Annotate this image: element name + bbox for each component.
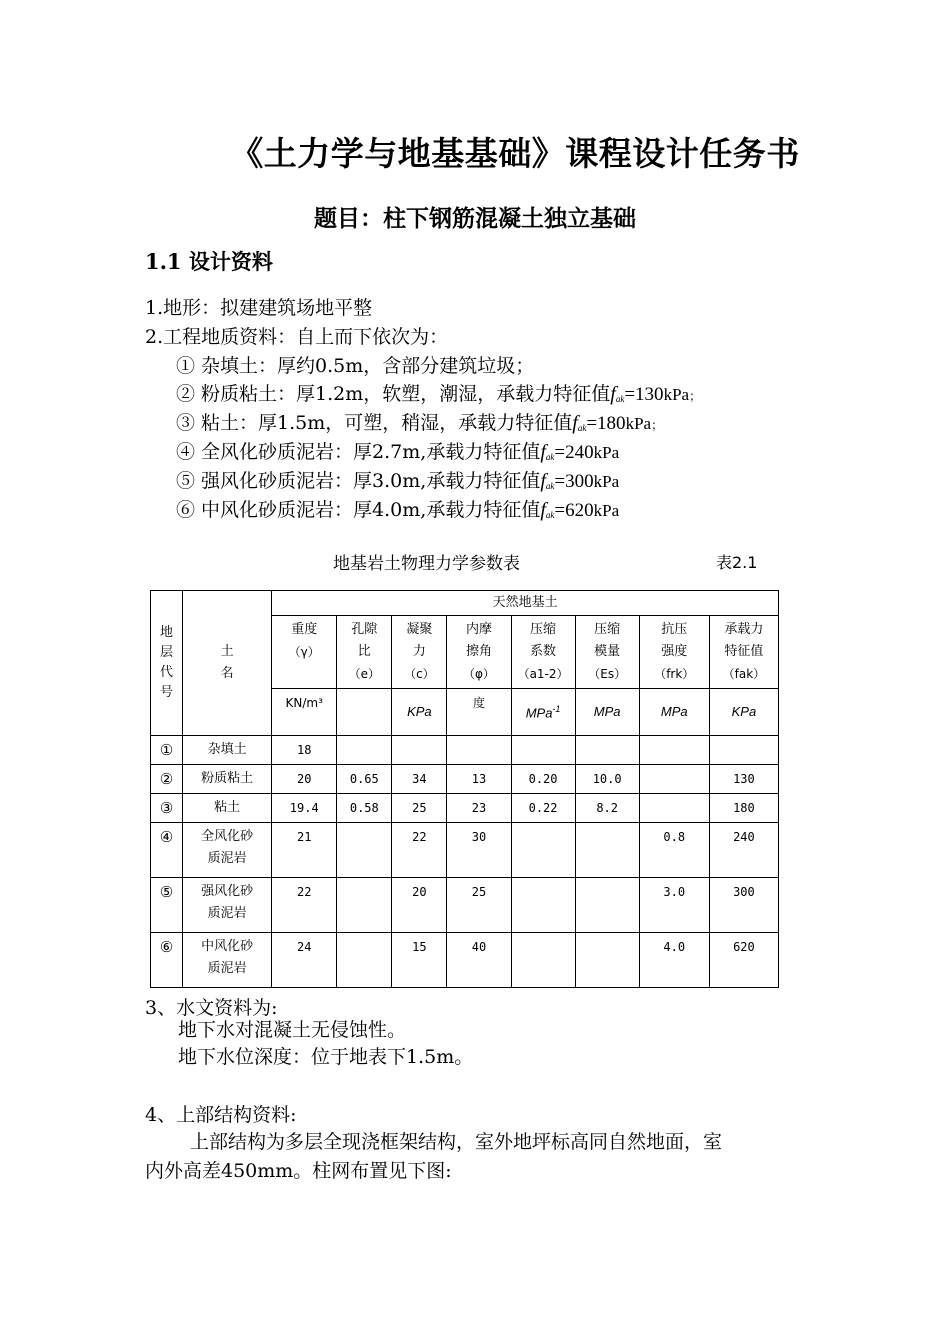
header-soil-name: 土 名	[183, 591, 272, 736]
geology-intro: 2.工程地质资料：自上而下依次为：	[145, 326, 449, 348]
row-id: ③	[151, 794, 183, 823]
document-title: 《土力学与地基基础》课程设计任务书	[230, 134, 800, 173]
cell	[337, 823, 392, 878]
fak-symbol: $f_{ak}$	[572, 412, 587, 434]
header-col-6: 抗压 强度 （frk）	[639, 616, 709, 689]
row-soil-name: 粉质粘土	[183, 765, 272, 794]
cell	[639, 765, 709, 794]
header-col-4: 压缩 系数 （a1-2）	[511, 616, 575, 689]
hydro-line2: 地下水位深度：位于地表下1.5m。	[178, 1046, 474, 1068]
cell	[575, 823, 639, 878]
layer3-end: ；	[651, 418, 664, 432]
row-id: ⑥	[151, 933, 183, 988]
layer4-value: =240	[554, 442, 594, 463]
structure-heading: 4、上部结构资料:	[145, 1104, 297, 1126]
cell	[447, 736, 511, 765]
cell: 22	[392, 823, 447, 878]
unit-col-2: KPa	[392, 689, 447, 736]
row-id: ①	[151, 736, 183, 765]
layer6-unit: kPa	[593, 501, 620, 520]
row-soil-name: 中风化砂 质泥岩	[183, 933, 272, 988]
cell	[511, 878, 575, 933]
cell: 18	[272, 736, 337, 765]
cell: 24	[272, 933, 337, 988]
layer2-end: ；	[689, 389, 702, 403]
soil-parameter-table	[150, 590, 779, 988]
fak-symbol: $f_{ak}$	[610, 383, 625, 405]
row-soil-name: 杂填土	[183, 736, 272, 765]
cell: 20	[392, 878, 447, 933]
cell: 8.2	[575, 794, 639, 823]
header-col-7: 承载力 特征值 （fak）	[709, 616, 778, 689]
table-row	[151, 823, 779, 878]
row-soil-name: 强风化砂 质泥岩	[183, 878, 272, 933]
cell	[575, 878, 639, 933]
cell: 180	[709, 794, 778, 823]
structure-line2: 内外高差450mm。柱网布置见下图:	[145, 1160, 452, 1182]
header-col-1: 孔隙 比 （e）	[337, 616, 392, 689]
layer4-text: ④ 全风化砂质泥岩：厚2.7m,承载力特征值	[176, 441, 541, 463]
cell: 19.4	[272, 794, 337, 823]
cell	[709, 736, 778, 765]
header-col-3: 内摩 擦角 （φ）	[447, 616, 511, 689]
cell: 130	[709, 765, 778, 794]
cell: 25	[447, 878, 511, 933]
unit-col-1	[337, 689, 392, 736]
table-row	[151, 933, 779, 988]
layer6-line	[176, 496, 619, 530]
cell: 300	[709, 878, 778, 933]
table-caption: 地基岩土物理力学参数表	[333, 554, 520, 574]
cell: 3.0	[639, 878, 709, 933]
header-natural-foundation: 天然地基土	[272, 591, 779, 616]
header-col-2: 凝聚 力 （c）	[392, 616, 447, 689]
cell: 25	[392, 794, 447, 823]
cell: 40	[447, 933, 511, 988]
cell	[337, 736, 392, 765]
unit-col-4: MPa$^{-1}$	[511, 689, 575, 736]
cell: 0.22	[511, 794, 575, 823]
header-col-5: 压缩 模量 （Es）	[575, 616, 639, 689]
cell	[639, 736, 709, 765]
header-col-0: 重度 （γ）	[272, 616, 337, 689]
layer1-line: ① 杂填土：厚约0.5m，含部分建筑垃圾；	[176, 355, 535, 377]
layer3-value: =180	[586, 413, 626, 434]
row-soil-name: 粘土	[183, 794, 272, 823]
cell: 34	[392, 765, 447, 794]
section-heading: 1.1 设计资料	[145, 249, 273, 274]
layer3-unit: kPa	[625, 414, 652, 433]
cell: 22	[272, 878, 337, 933]
cell: 0.65	[337, 765, 392, 794]
cell	[575, 736, 639, 765]
unit-col-7: KPa	[709, 689, 778, 736]
structure-line1: 上部结构为多层全现浇框架结构，室外地坪标高同自然地面，室	[190, 1131, 723, 1153]
cell: 0.8	[639, 823, 709, 878]
layer5-text: ⑤ 强风化砂质泥岩：厚3.0m,承载力特征值	[176, 470, 541, 492]
unit-col-0: KN/m³	[272, 689, 337, 736]
cell: 20	[272, 765, 337, 794]
fak-symbol: $f_{ak}$	[540, 470, 555, 492]
layer2-text: ② 粉质粘土：厚1.2m，软塑，潮湿，承载力特征值	[176, 383, 611, 405]
unit-col-3: 度	[447, 689, 511, 736]
layer6-value: =620	[554, 500, 594, 521]
cell: 10.0	[575, 765, 639, 794]
cell	[511, 933, 575, 988]
cell: 0.58	[337, 794, 392, 823]
hydro-line1: 地下水对混凝土无侵蚀性。	[178, 1019, 407, 1041]
table-number: 表2.1	[716, 553, 758, 572]
layer5-value: =300	[554, 471, 594, 492]
row-soil-name: 全风化砂 质泥岩	[183, 823, 272, 878]
fak-symbol: $f_{ak}$	[540, 499, 555, 521]
cell: 23	[447, 794, 511, 823]
layer5-unit: kPa	[593, 472, 620, 491]
table-row	[151, 736, 779, 765]
cell: 21	[272, 823, 337, 878]
hydro-heading: 3、水文资料为:	[145, 997, 278, 1019]
layer2-value: =130	[624, 384, 664, 405]
table-row	[151, 765, 779, 794]
terrain-line: 1.地形：拟建建筑场地平整	[145, 297, 373, 319]
cell	[575, 933, 639, 988]
cell: 0.20	[511, 765, 575, 794]
cell	[639, 794, 709, 823]
cell	[337, 933, 392, 988]
row-id: ②	[151, 765, 183, 794]
cell: 13	[447, 765, 511, 794]
layer4-unit: kPa	[593, 443, 620, 462]
unit-col-6: MPa	[639, 689, 709, 736]
document-subtitle: 题目：柱下钢筋混凝土独立基础	[314, 205, 636, 232]
layer3-text: ③ 粘土：厚1.5m，可塑，稍湿，承载力特征值	[176, 412, 573, 434]
layer6-text: ⑥ 中风化砂质泥岩：厚4.0m,承载力特征值	[176, 499, 541, 521]
table-row	[151, 794, 779, 823]
cell	[392, 736, 447, 765]
cell: 15	[392, 933, 447, 988]
cell: 240	[709, 823, 778, 878]
header-layer-code: 地 层 代 号	[151, 591, 183, 736]
cell: 620	[709, 933, 778, 988]
cell: 4.0	[639, 933, 709, 988]
cell	[511, 736, 575, 765]
unit-col-5: MPa	[575, 689, 639, 736]
cell: 30	[447, 823, 511, 878]
row-id: ④	[151, 823, 183, 878]
fak-symbol: $f_{ak}$	[540, 441, 555, 463]
table-row	[151, 878, 779, 933]
layer2-unit: kPa	[663, 385, 690, 404]
cell	[337, 878, 392, 933]
cell	[511, 823, 575, 878]
row-id: ⑤	[151, 878, 183, 933]
